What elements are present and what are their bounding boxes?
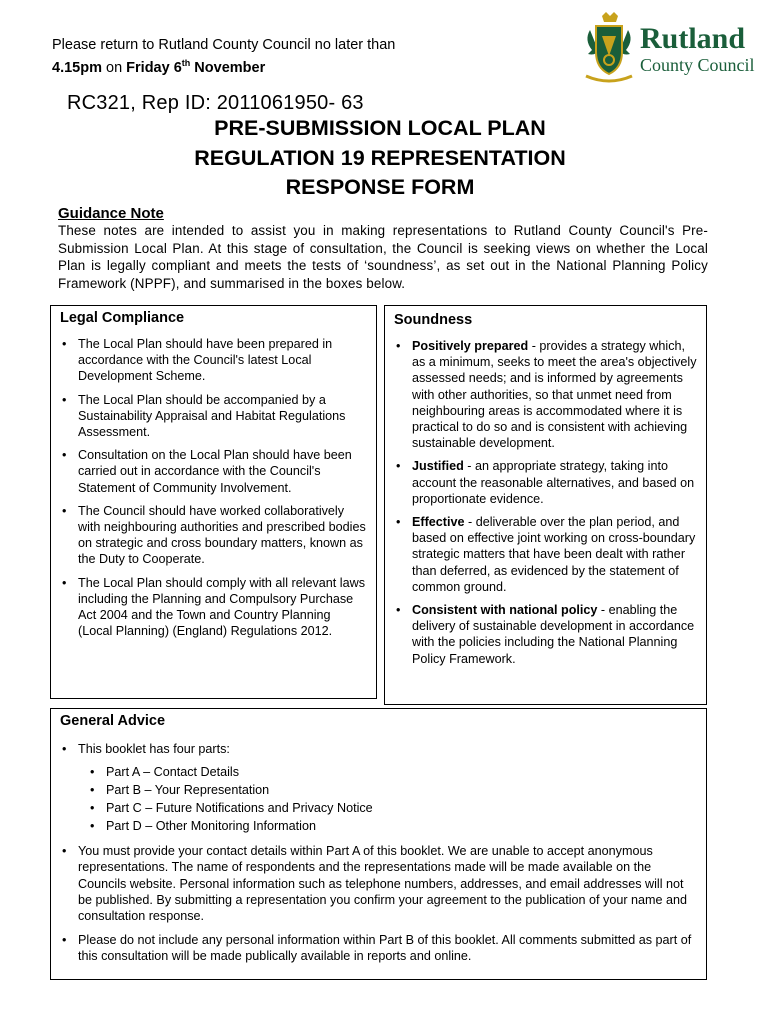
list-item: • The Local Plan should comply with all relevant laws including the Planning and Compulsory Purchase Act 2004 and the Town and Country Planning (Local Planning) (England) Regulations 2012. [60, 575, 368, 640]
legal-compliance-heading: Legal Compliance [60, 310, 185, 326]
soundness-text: - deliverable over the plan period, and based on effective joint working on cross-boundary strategic matters that have been dealt with rather than deferred, as evidenced by the statement of common ground. [412, 515, 696, 594]
council-logo [580, 10, 760, 90]
list-item [60, 741, 700, 835]
list-item: • The Local Plan should have been prepared in accordance with the Council's latest Local Development Scheme. [60, 336, 368, 385]
soundness-term: Effective [412, 515, 465, 530]
list-item: • The Council should have worked collaboratively with neighbouring authorities and prescribed bodies on strategic and cross boundary matters, known as the Duty to Cooperate. [60, 503, 368, 568]
soundness-term: Justified [412, 459, 464, 474]
list-item: • Part C – Future Notifications and Privacy Notice [88, 799, 700, 817]
title-line-3: RESPONSE FORM [285, 175, 475, 199]
soundness-heading: Soundness [394, 312, 473, 328]
logo-title: Rutland [640, 22, 746, 55]
list-item: • Consultation on the Local Plan should have been carried out in accordance with the Council's Statement of Community Involvement. [60, 447, 368, 496]
return-month: November [190, 59, 266, 76]
list-item: • Part D – Other Monitoring Information [88, 817, 700, 835]
list-item: • Part A – Contact Details [88, 763, 700, 781]
soundness-term: Positively prepared [412, 339, 529, 353]
return-on: on [101, 59, 127, 76]
list-item: • The Local Plan should be accompanied by a Sustainability Appraisal and Habitat Regulations Assessment. [60, 392, 368, 441]
guidance-text: These notes are intended to assist you in making representations to Rutland County Council's Pre-Submission Local Plan. At this stage of consultation, the Council is seeking views on whether the Local Plan is legally compliant and meets the tests of ‘soundness’, as set out in the National Planning Policy Framework (NPPF), and summarised in the boxes below. [58, 223, 708, 291]
soundness-text: - an appropriate strategy, taking into account the reasonable alternatives, and based on proportionate evidence. [412, 459, 695, 506]
legal-compliance-box [50, 305, 377, 699]
soundness-term: Consistent with national policy [412, 603, 598, 618]
rep-id: RC321, Rep ID: 2011061950- 63 [67, 92, 364, 114]
title-line-2: REGULATION 19 REPRESENTATION [194, 145, 566, 170]
booklet-intro: This booklet has four parts: [78, 742, 230, 756]
list-item: • Part B – Your Representation [88, 781, 700, 799]
return-prefix: Please return to Rutland County Council no later than [52, 37, 396, 53]
general-advice-box [50, 708, 707, 980]
soundness-text: - enabling the delivery of sustainable development in accordance with the policies including the National Planning Policy Framework. [412, 603, 695, 666]
general-advice-list [60, 741, 700, 973]
title-line-1: PRE-SUBMISSION LOCAL PLAN [214, 116, 546, 140]
soundness-list [394, 338, 700, 674]
general-advice-heading: General Advice [60, 713, 166, 729]
list-item [394, 514, 700, 595]
coat-of-arms-icon [580, 10, 638, 90]
legal-compliance-list [60, 336, 368, 646]
list-item [394, 338, 700, 451]
booklet-parts-list [78, 763, 700, 835]
return-day: Friday 6 [126, 59, 182, 76]
list-item [394, 458, 700, 507]
return-time: 4.15pm [52, 59, 102, 76]
return-day-suffix: th [181, 58, 191, 68]
list-item: • Please do not include any personal information within Part B of this booklet. All comments submitted as part of this consultation will be made publically available in reports and online. [60, 932, 700, 964]
page-title [60, 114, 700, 203]
list-item: • You must provide your contact details within Part A of this booklet. We are unable to accept anonymous representations. The name of respondents and the representations made will be made available on the Councils website. Personal information such as telephone numbers, addresses, and email addresses will not be published. By submitting a representation you confirm your agreement to the publication of your name and consultation response. [60, 843, 700, 924]
soundness-text: - provides a strategy which, as a minimum, seeks to meet the area's objectively assessed needs; and is informed by agreements with other authorities, so that unmet need from neighbouring areas is accommodated where it is practical to do so and is consistent with achieving sustainable development. [412, 339, 697, 451]
logo-subtitle: County Council [640, 55, 755, 75]
soundness-box [384, 305, 707, 705]
return-deadline-note [52, 36, 412, 77]
list-item [394, 602, 700, 667]
guidance-heading: Guidance Note [58, 205, 164, 222]
